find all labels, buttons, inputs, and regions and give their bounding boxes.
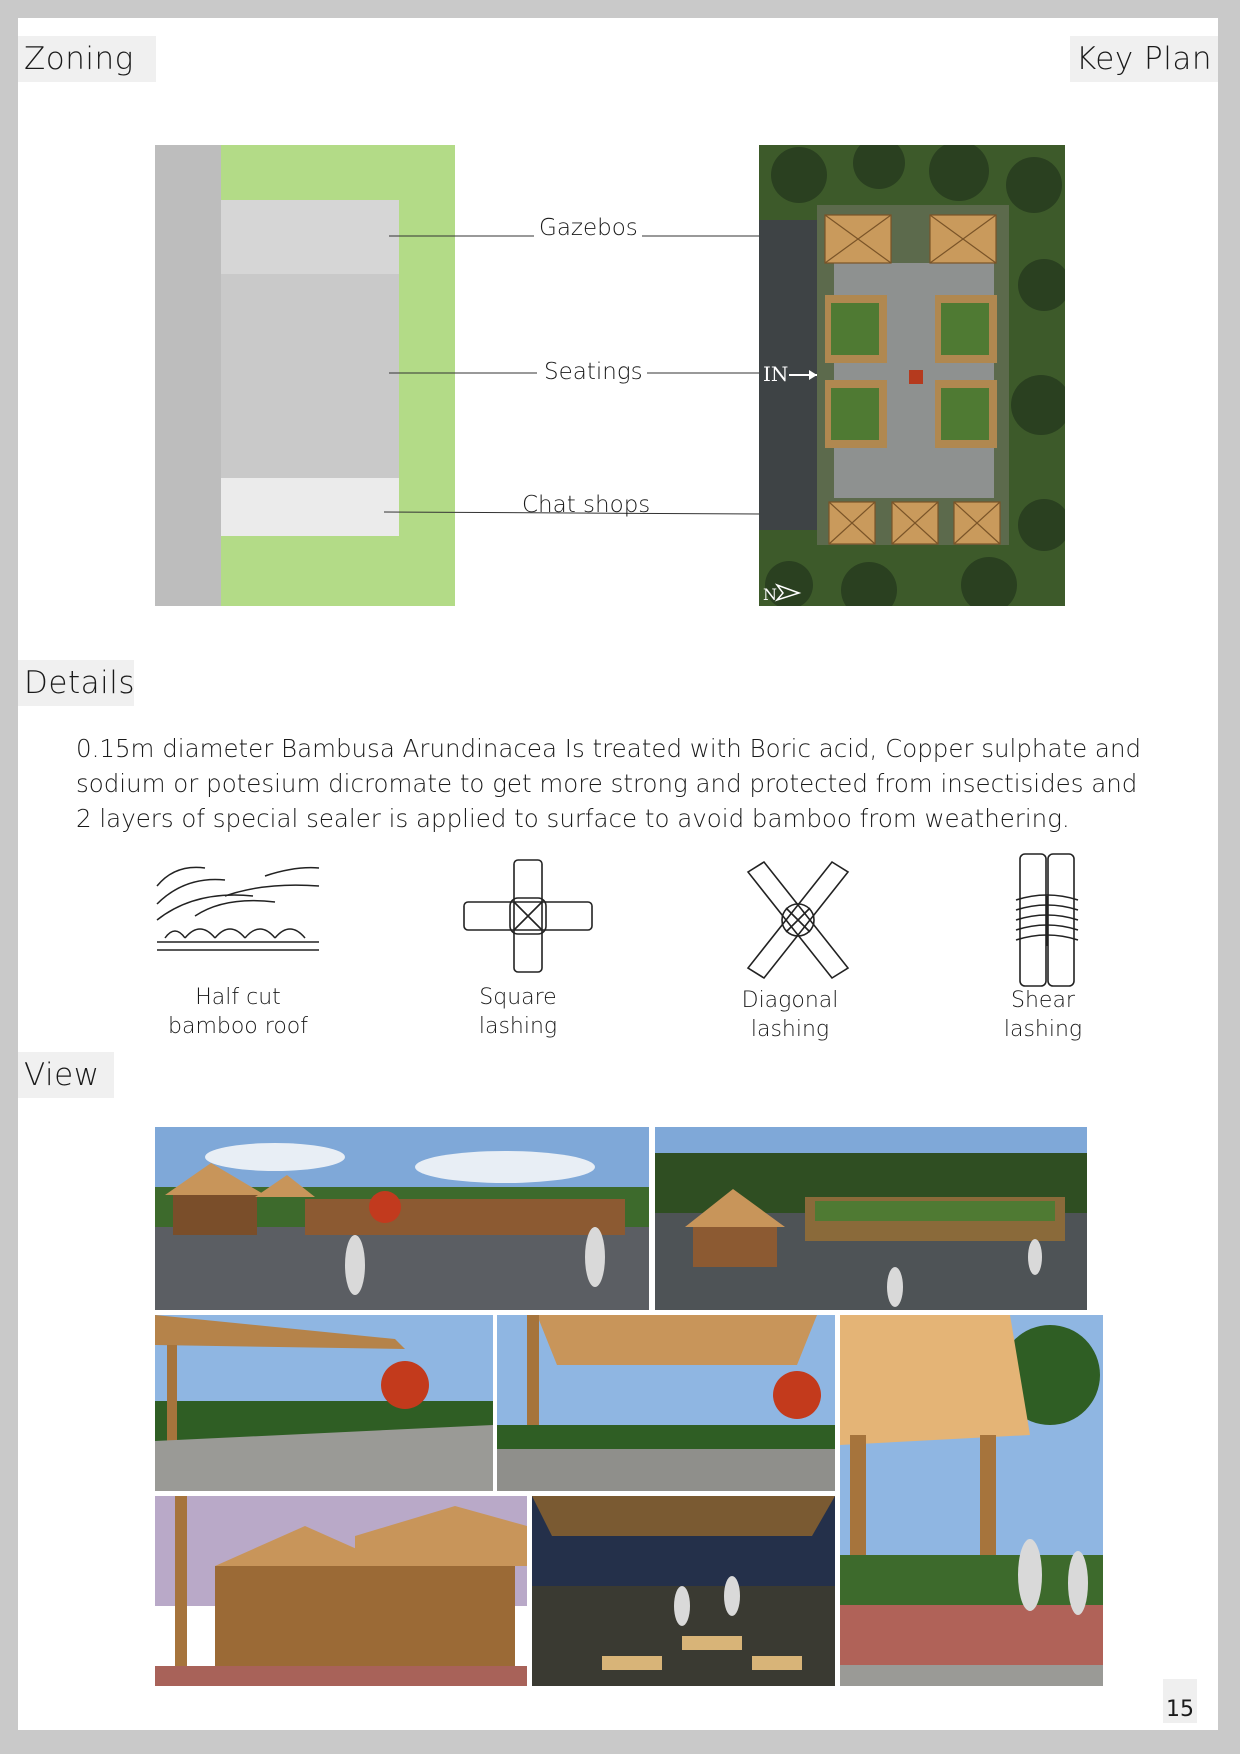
sketch-label-half-cut: Half cut bamboo roof (168, 985, 308, 1039)
sketch-label-diagonal: Diagonal lashing (741, 988, 839, 1042)
zoning-label-chat-shops: Chat shops (522, 492, 651, 518)
view-heading: View (18, 1052, 114, 1098)
page-number: 15 (1163, 1679, 1197, 1723)
key-plan-heading: Key Plan (1070, 36, 1218, 82)
view-render-2 (655, 1127, 1087, 1310)
key-plan-image (759, 145, 1065, 606)
view-render-4 (497, 1315, 835, 1491)
zoning-label-gazebos: Gazebos (535, 215, 642, 241)
view-render-6 (155, 1496, 527, 1686)
entry-label: IN (763, 362, 789, 386)
details-paragraph: 0.15m diameter Bambusa Arundinacea Is treated with Boric acid, Copper sulphate and sodium or potesium dicromate to get more strong and protected from insectisides and 2 layers of special sealer is applied to surface to avoid bamboo from weathering. (76, 734, 1142, 833)
view-render-7 (532, 1496, 835, 1686)
view-render-1 (155, 1127, 649, 1310)
half-cut-bamboo-roof-sketch-icon (155, 856, 321, 954)
square-lashing-sketch-icon (458, 856, 598, 976)
sketch-label-shear: Shear lashing (1003, 988, 1083, 1042)
diagonal-lashing-sketch-icon (738, 852, 858, 988)
view-render-3 (155, 1315, 493, 1491)
sketch-label-square: Square lashing (478, 985, 558, 1039)
north-label: N (763, 585, 777, 604)
view-render-5 (840, 1315, 1103, 1686)
zoning-heading: Zoning (18, 36, 156, 82)
zoning-label-seatings: Seatings (540, 359, 647, 385)
page (18, 18, 1218, 1730)
details-heading: Details (18, 660, 134, 706)
shear-lashing-sketch-icon (998, 850, 1108, 990)
